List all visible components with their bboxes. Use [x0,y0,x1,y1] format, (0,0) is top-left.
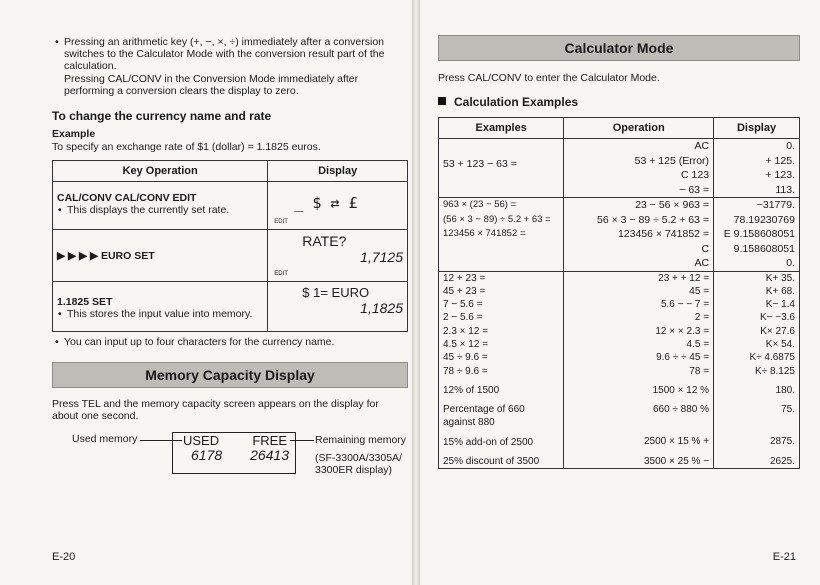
memory-capacity-band: Memory Capacity Display [52,362,408,388]
op-line: 4.5 = [686,338,710,350]
display-line: K+ 68. [765,285,795,297]
row3-display-line2: 1,1825 [360,300,403,316]
op-line: 3500 × 25 % − [643,455,710,467]
example-line: Percentage of 660 against 880 [443,404,525,429]
edit-indicator: EDIT [274,219,288,225]
remaining-memory-label: Remaining memory [315,434,407,446]
row3-note: • This stores the input value into memory. [58,308,253,320]
display-line: K− 1.4 [765,299,795,311]
display-line: 2625. [769,455,795,467]
display-line: 0. [786,257,795,269]
group-2-row [439,198,800,272]
example-line: 2 − 5.6 = [443,312,483,324]
display-line: + 123. [765,169,795,181]
calculator-mode-band: Calculator Mode [438,35,800,61]
intro-paragraph: Pressing CAL/CONV in the Conversion Mode immediately after performing a conversion clears the display to zero. [64,73,359,97]
row2-key: ▶ ▶ ▶ ▶ EURO SET [53,230,268,282]
header-display-calc: Display [714,118,800,139]
example-line: 12 + 23 = [443,272,486,284]
display-line: 180. [775,384,795,396]
row3-display-line1: $ 1= EURO [302,285,370,300]
display-line: K÷ 4.6875 [749,352,795,364]
op-line: 123456 × 741852 = [617,228,710,240]
used-value: 6178 [191,447,223,463]
row1-display: _ $ ⇄ £ [294,194,358,212]
calc-table [438,117,800,469]
op-line: 53 + 125 (Error) [634,154,710,167]
section-title: To change the currency name and rate [52,109,272,123]
op-line: 12 × × 2.3 = [655,325,710,337]
header-examples: Examples [439,118,564,139]
example-line: 4.5 × 12 = [443,338,489,350]
group-1-row [439,139,800,198]
calculator-intro: Press CAL/CONV to enter the Calculator Mode. [438,72,660,84]
op-line: 2 = [694,312,710,324]
display-line: K+ 35. [765,272,795,284]
row1-key: CAL/CONV CAL/CONV EDIT [57,192,197,204]
display-line: K× 27.6 [760,325,795,337]
example-line: 2.3 × 12 = [443,325,489,337]
display-line: 113. [775,183,795,196]
op-line: C [701,242,710,255]
op-line: 45 = [689,285,710,297]
header-operation: Operation [564,118,714,139]
example-line: 78 ÷ 9.6 = [443,365,488,377]
op-line: 1500 × 12 % [652,384,710,396]
row3-key: 1.1825 SET [57,296,113,308]
example-line: 12% of 1500 [443,384,500,396]
header-display: Display [268,161,408,182]
example-text: To specify an exchange rate of $1 (dollar) = 1.1825 euros. [52,141,321,153]
example-line: 963 × (23 − 56) = [443,199,517,210]
display-line: K÷ 8.125 [755,365,795,377]
memory-paragraph: Press TEL and the memory capacity screen appears on the display for about one second. [52,398,379,422]
op-line: 23 − 56 × 963 = [635,199,710,211]
used-memory-label: Used memory [72,433,138,445]
display-line: E 9.158608051 [723,228,795,240]
page-gutter [412,0,420,585]
header-key-operation: Key Operation [53,161,268,182]
row2-display-line1: RATE? [302,233,347,249]
memory-display-box [172,432,296,474]
example-line: 45 + 23 = [443,285,486,297]
display-line: 78.19230769 [733,213,795,226]
op-line: C 123 [681,169,710,181]
edit-indicator-2: EDIT [274,271,288,277]
square-bullet-icon [438,97,446,105]
page-number-right: E-21 [772,551,796,563]
example-line: 45 ÷ 9.6 = [443,352,488,364]
op-line: 56 × 3 − 89 ÷ 5.2 + 63 = [597,213,710,226]
example-line: 53 + 123 − 63 = [443,158,517,170]
intro-bullet: • Pressing an arithmetic key (+, −, ×, ÷) immediately after a conversion switches to the Calculator Mode with the conversion result part of the calculation. [64,36,408,72]
display-line: 0. [786,140,795,152]
example-label: Example [52,128,96,140]
example-line: 15% add-on of 2500 [443,436,534,448]
op-line: 2500 × 15 % + [643,436,710,448]
op-line: 23 + + 12 = [658,272,710,284]
remaining-pointer-line [290,440,314,441]
op-line: 9.6 ÷ ÷ 45 = [656,352,710,364]
row2-display-line2: 1,7125 [360,249,403,265]
display-line: 2875. [769,436,795,448]
op-line: AC [694,257,710,269]
page-number-left: E-20 [52,551,76,563]
display-line: K× 54. [765,338,795,350]
example-line: 123456 × 741852 = [443,228,526,239]
op-line: − 63 = [679,183,710,196]
example-line: (56 × 3 − 89) ÷ 5.2 + 63 = [443,213,551,225]
op-line: 78 = [689,365,710,377]
display-line: 75. [781,404,795,416]
model-note: (SF-3300A/3305A/ 3300ER display) [315,452,402,476]
free-label: FREE [252,433,287,448]
example-line: 7 − 5.6 = [443,299,483,311]
group-3-row [439,271,800,469]
free-value: 26413 [250,447,289,463]
display-line: 9.158608051 [733,242,795,255]
calc-section-title: Calculation Examples [454,95,579,109]
right-page [420,0,820,585]
op-line: AC [694,140,710,152]
display-line: K− −3.6 [759,312,795,324]
example-line: 25% discount of 3500 [443,456,540,468]
display-line: −31779. [756,199,795,211]
op-line: 660 ÷ 880 % [652,404,710,416]
op-line: 5.6 − − 7 = [660,299,710,311]
row1-note: • This displays the currently set rate. [58,204,230,216]
bottom-bullet: • You can input up to four characters for the currency name. [64,336,408,348]
currency-table [52,160,408,332]
used-label: USED [183,433,220,448]
display-line: + 125. [765,154,795,167]
